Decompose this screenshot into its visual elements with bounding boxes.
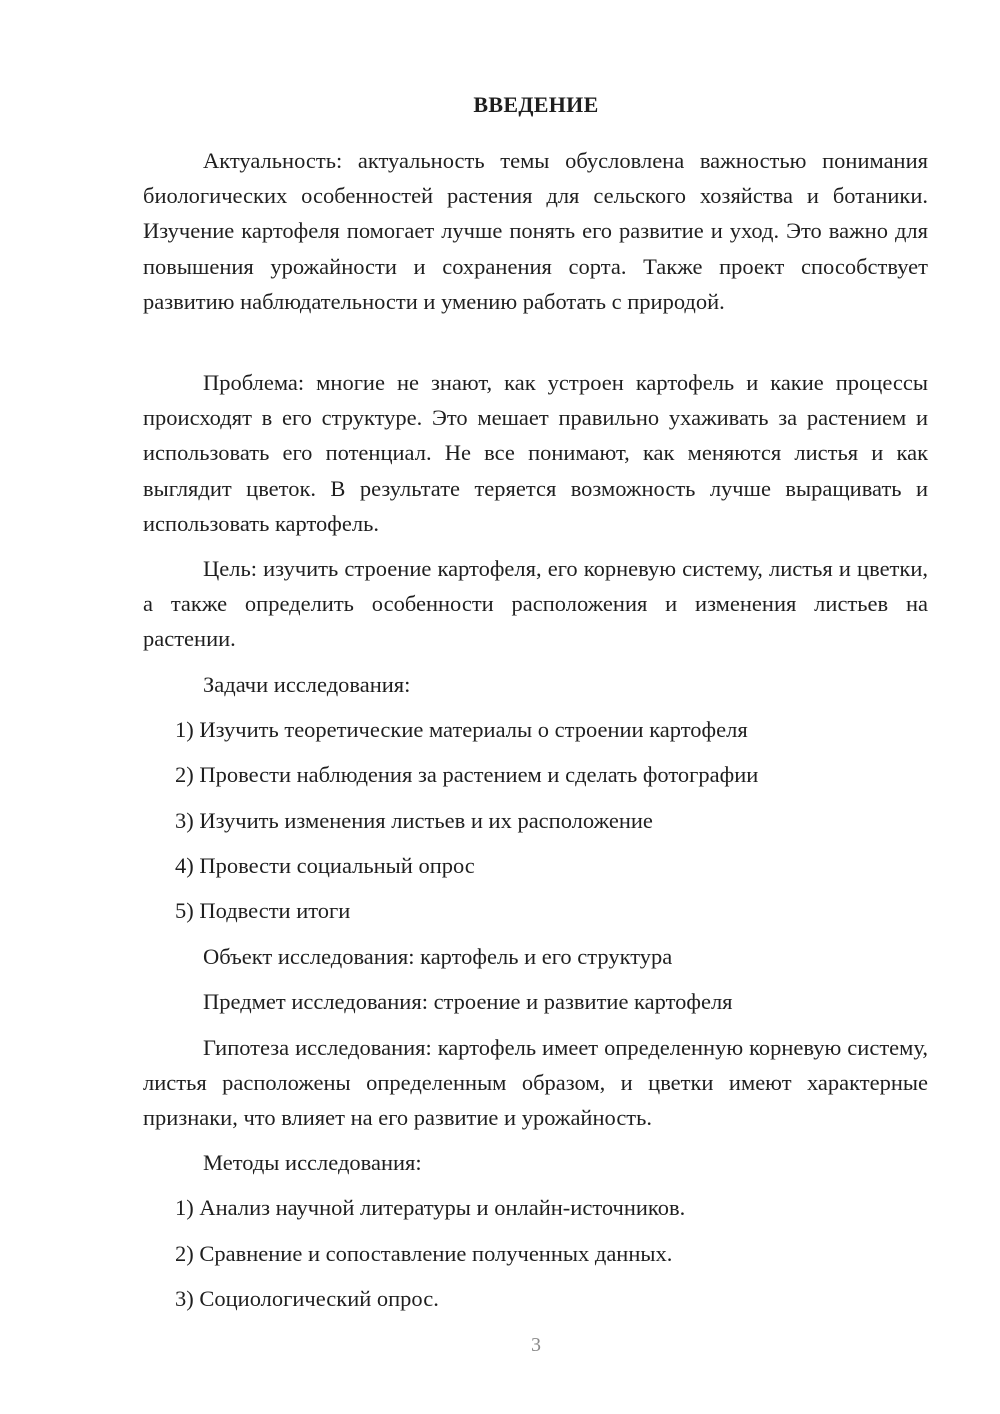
- list-item: 3) Изучить изменения листьев и их расположение: [175, 808, 653, 833]
- list-item: 1) Изучить теоретические материалы о строении картофеля: [175, 717, 748, 742]
- methods-heading: Методы исследования:: [203, 1150, 422, 1175]
- page-number: 3: [531, 1334, 541, 1356]
- list-item: 1) Анализ научной литературы и онлайн-источников.: [175, 1195, 686, 1220]
- problem-paragraph: Проблема: многие не знают, как устроен картофель и какие процессы происходят в его структуре. Это мешает правильно ухаживать за растением и использовать его потенциал. Не все понимают, как меняются листья и как выглядит цветок. В результате теряется возможность лучше выращивать и использовать картофель.: [143, 370, 928, 536]
- object-line: Объект исследования: картофель и его структура: [203, 944, 673, 969]
- list-item: 2) Провести наблюдения за растением и сделать фотографии: [175, 762, 759, 787]
- list-item: 2) Сравнение и сопоставление полученных данных.: [175, 1241, 673, 1266]
- list-item: 4) Провести социальный опрос: [175, 853, 475, 878]
- list-item: 5) Подвести итоги: [175, 898, 351, 923]
- subject-line: Предмет исследования: строение и развитие картофеля: [203, 989, 733, 1014]
- page-title: ВВЕДЕНИЕ: [473, 92, 599, 117]
- tasks-heading: Задачи исследования:: [203, 672, 411, 697]
- relevance-paragraph: Актуальность: актуальность темы обусловлена важностью понимания биологических особенностей растения для сельского хозяйства и ботаники. Изучение картофеля помогает лучше понять его развитие и уход. Это важно для повышения урожайности и сохранения сорта. Также проект способствует развитию наблюдательности и умению работать с природой.: [143, 148, 928, 314]
- list-item: 3) Социологический опрос.: [175, 1286, 439, 1311]
- goal-paragraph: Цель: изучить строение картофеля, его корневую систему, листья и цветки, а также определить особенности расположения и изменения листьев на растении.: [143, 556, 928, 652]
- hypothesis-paragraph: Гипотеза исследования: картофель имеет определенную корневую систему, листья расположены определенным образом, и цветки имеют характерные признаки, что влияет на его развитие и урожайность.: [143, 1035, 928, 1131]
